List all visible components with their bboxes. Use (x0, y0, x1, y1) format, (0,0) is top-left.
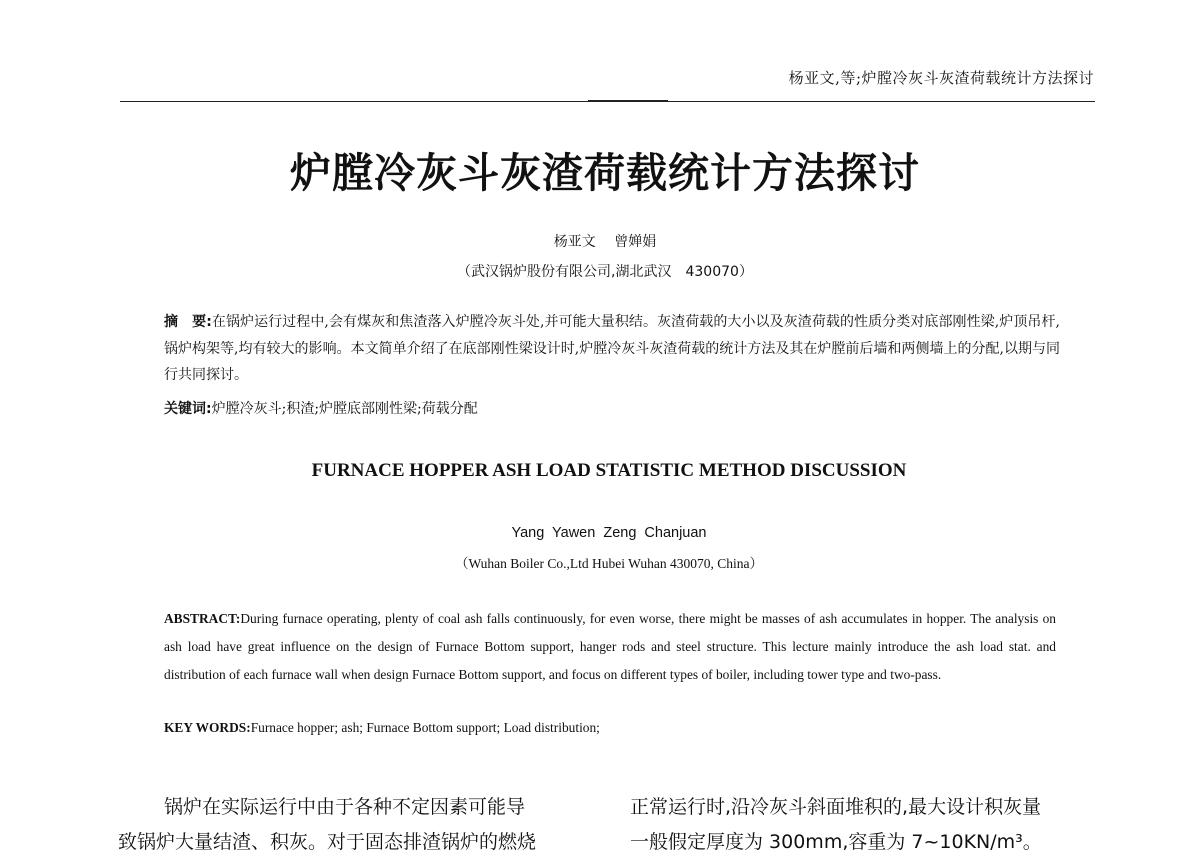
authors-en: Yang Yawen Zeng Chanjuan (511, 525, 707, 541)
abstract-cn-text: 在锅炉运行过程中,会有煤灰和焦渣落入炉膛冷灰斗处,并可能大量积结。灰渣荷载的大小以及灰渣荷载的性质分类对底部刚性梁,炉顶吊杆,锅炉构架等,均有较大的影响。本文简单介绍了在底部刚性梁设计时,炉膛冷灰斗灰渣荷载的统计方法及其在炉膛前后墙和两侧墙上的分配,以期与同行共同探讨。 (164, 314, 1060, 383)
paper-title-en: FURNACE HOPPER ASH LOAD STATISTIC METHOD DISCUSSION (311, 460, 907, 481)
keywords-cn-text: 炉膛冷灰斗;积渣;炉膛底部刚性梁;荷载分配 (211, 401, 478, 417)
keywords-en-label: KEY WORDS: (164, 720, 251, 735)
body-line: 一般假定厚度为 300mm,容重为 7~10KN/m³。 (630, 831, 1042, 853)
affiliation-en: （Wuhan Boiler Co.,Ltd Hubei Wuhan 430070, China） (454, 556, 763, 571)
paper-title-cn: 炉膛冷灰斗灰渣荷载统计方法探讨 (290, 149, 920, 197)
keywords-en (164, 717, 1056, 739)
abstract-cn (164, 309, 1060, 389)
authors-cn: 杨亚文 曾婵娟 (553, 234, 657, 250)
keywords-en-text: Furnace hopper; ash; Furnace Bottom support; Load distribution; (250, 720, 600, 735)
keywords-cn (164, 398, 1060, 420)
abstract-cn-label: 摘 要: (164, 314, 212, 330)
body-line: 锅炉在实际运行中由于各种不定因素可能导 (164, 796, 526, 818)
running-head: 杨亚文,等;炉膛冷灰斗灰渣荷载统计方法探讨 (788, 69, 1094, 87)
abstract-en (164, 605, 1056, 689)
body-line: 正常运行时,沿冷灰斗斜面堆积的,最大设计积灰量 (630, 796, 1042, 818)
body-column-left (118, 790, 598, 860)
body-line: 致锅炉大量结渣、积灰。对于固态排渣锅炉的燃烧 (118, 831, 537, 853)
abstract-en-label: ABSTRACT: (164, 611, 241, 626)
body-column-right (630, 790, 1102, 860)
abstract-en-text: During furnace operating, plenty of coal ash falls continuously, for even worse, there might be masses of ash accumulates in hopper. The analysis on ash load have great influence on the design of Furnace Bottom support, hanger rods and steel structure. This lecture mainly introduce the ash load stat. and distribution of each furnace wall when design Furnace Bottom support, and focus on different types of boiler, including tower type and two-pass. (164, 611, 1056, 682)
keywords-cn-label: 关键词: (164, 401, 212, 417)
header-rule-accent (588, 100, 668, 102)
affiliation-cn: （武汉锅炉股份有限公司,湖北武汉 430070） (457, 264, 753, 280)
